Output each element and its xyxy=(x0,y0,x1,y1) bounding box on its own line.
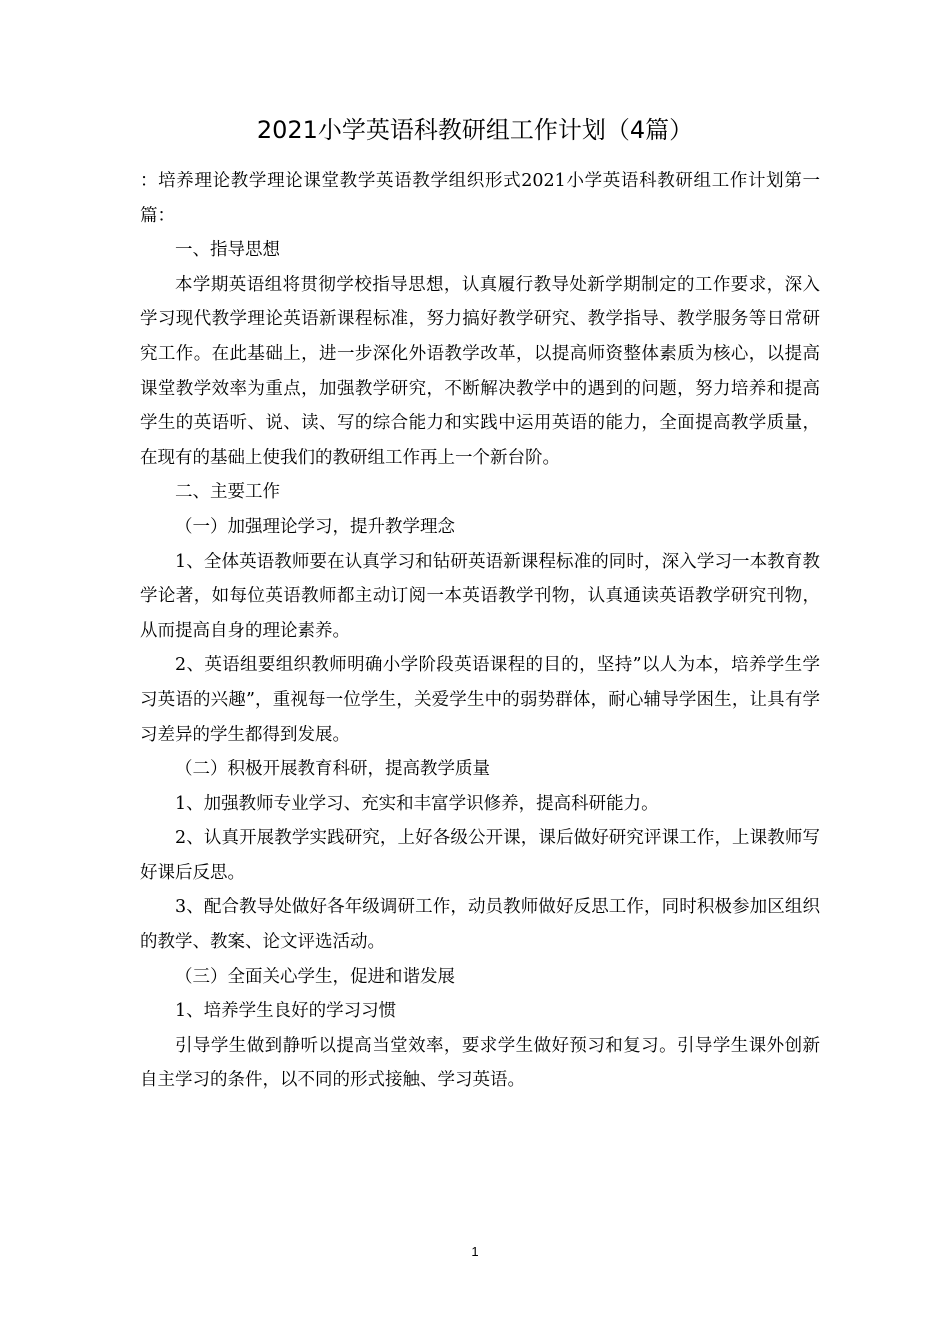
body-paragraph: 1、全体英语教师要在认真学习和钻研英语新课程标准的同时，深入学习一本教育教学论著，如每位英语教师都主动订阅一本英语教学刊物，认真通读英语教学研究刊物，从而提高自身的理论素养。 xyxy=(140,551,820,641)
subsection-heading-student-care: （三）全面关心学生，促进和谐发展 xyxy=(175,966,455,987)
body-paragraph: 1、加强教师专业学习、充实和丰富学识修养，提高科研能力。 xyxy=(175,793,659,814)
subsection-heading-research: （二）积极开展教育科研，提高教学质量 xyxy=(175,759,490,780)
section-heading-main-work: 二、主要工作 xyxy=(175,482,280,503)
body-paragraph: 1、培养学生良好的学习习惯 xyxy=(175,1001,397,1022)
document-body xyxy=(140,164,820,1098)
page-number: 1 xyxy=(471,1244,479,1259)
intro-paragraph: ：培养理论教学理论课堂教学英语教学组织形式2021小学英语科教研组工作计划第一篇： xyxy=(140,171,820,226)
body-paragraph: 引导学生做到静听以提高当堂效率，要求学生做好预习和复习。引导学生课外创新自主学习的条件，以不同的形式接触、学习英语。 xyxy=(140,1035,820,1091)
subsection-heading-theory-study: （一）加强理论学习，提升教学理念 xyxy=(175,516,455,537)
document-title: 2021小学英语科教研组工作计划（4篇） xyxy=(256,116,694,144)
body-paragraph: 2、认真开展教学实践研究，上好各级公开课，课后做好研究评课工作，上课教师写好课后反思。 xyxy=(140,828,820,883)
section-heading-guiding-thought: 一、指导思想 xyxy=(175,240,280,261)
body-paragraph: 3、配合教导处做好各年级调研工作，动员教师做好反思工作，同时积极参加区组织的教学、教案、论文评选活动。 xyxy=(140,897,820,953)
body-paragraph: 本学期英语组将贯彻学校指导思想，认真履行教导处新学期制定的工作要求，深入学习现代教学理论英语新课程标准，努力搞好教学研究、教学指导、教学服务等日常研究工作。在此基础上，进一步深化外语教学改革，以提高师资整体素质为核心，以提高课堂教学效率为重点，加强教学研究，不断解决教学中的遇到的问题，努力培养和提高学生的英语听、说、读、写的综合能力和实践中运用英语的能力，全面提高教学质量，在现有的基础上使我们的教研组工作再上一个新台阶。 xyxy=(140,274,820,468)
body-paragraph: 2、英语组要组织教师明确小学阶段英语课程的目的，坚持”以人为本，培养学生学习英语的兴趣”，重视每一位学生，关爱学生中的弱势群体，耐心辅导学困生，让具有学习差异的学生都得到发展。 xyxy=(140,655,820,745)
